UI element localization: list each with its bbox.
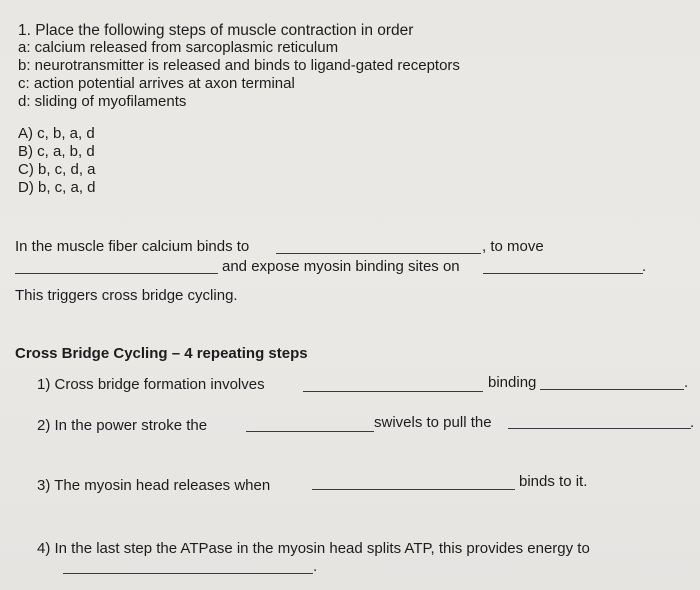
choice-d[interactable]: D) b, c, a, d [18,179,96,196]
choice-a[interactable]: A) c, b, a, d [18,125,95,142]
step-item-b: b: neurotransmitter is released and binds to ligand-gated receptors [18,57,460,74]
blank-step1-involves[interactable] [303,391,483,392]
step1-end: . [684,374,689,391]
blank-step1-binding[interactable] [540,389,684,390]
step2-end: . [690,414,695,431]
step4-text: 4) In the last step the ATPase in the myosin head splits ATP, this provides energy to [37,540,590,557]
step3-end: binds to it. [519,473,588,490]
step1-start: 1) Cross bridge formation involves [37,376,265,393]
blank-step4-energy-to[interactable] [63,573,313,574]
blank-step3-when[interactable] [312,489,515,490]
blank-binding-sites-on[interactable] [483,273,643,274]
question-1-prompt: 1. Place the following steps of muscle contraction in order [18,22,414,39]
step-item-a: a: calcium released from sarcoplasmic reticulum [18,39,339,56]
step3-start: 3) The myosin head releases when [37,477,271,494]
blank-step2-the[interactable] [246,431,374,432]
blank-step2-pull-the[interactable] [508,428,691,429]
cycling-heading: Cross Bridge Cycling – 4 repeating steps [15,345,308,362]
blank-calcium-binds-to[interactable] [276,253,481,254]
step1-mid: binding [488,374,537,391]
step2-mid: swivels to pull the [374,414,492,431]
choice-b[interactable]: B) c, a, b, d [18,143,95,160]
calcium-line2-mid: and expose myosin binding sites on [222,258,460,275]
step4-end: . [313,558,318,575]
step-item-c: c: action potential arrives at axon terminal [18,75,295,92]
calcium-line1-start: In the muscle fiber calcium binds to [15,238,250,255]
step2-start: 2) In the power stroke the [37,417,208,434]
calcium-line3: This triggers cross bridge cycling. [15,287,238,304]
step-item-d: d: sliding of myofilaments [18,93,187,110]
blank-to-move[interactable] [15,273,218,274]
calcium-line1-end: , to move [482,238,544,255]
calcium-line2-end: . [642,258,647,275]
choice-c[interactable]: C) b, c, d, a [18,161,96,178]
